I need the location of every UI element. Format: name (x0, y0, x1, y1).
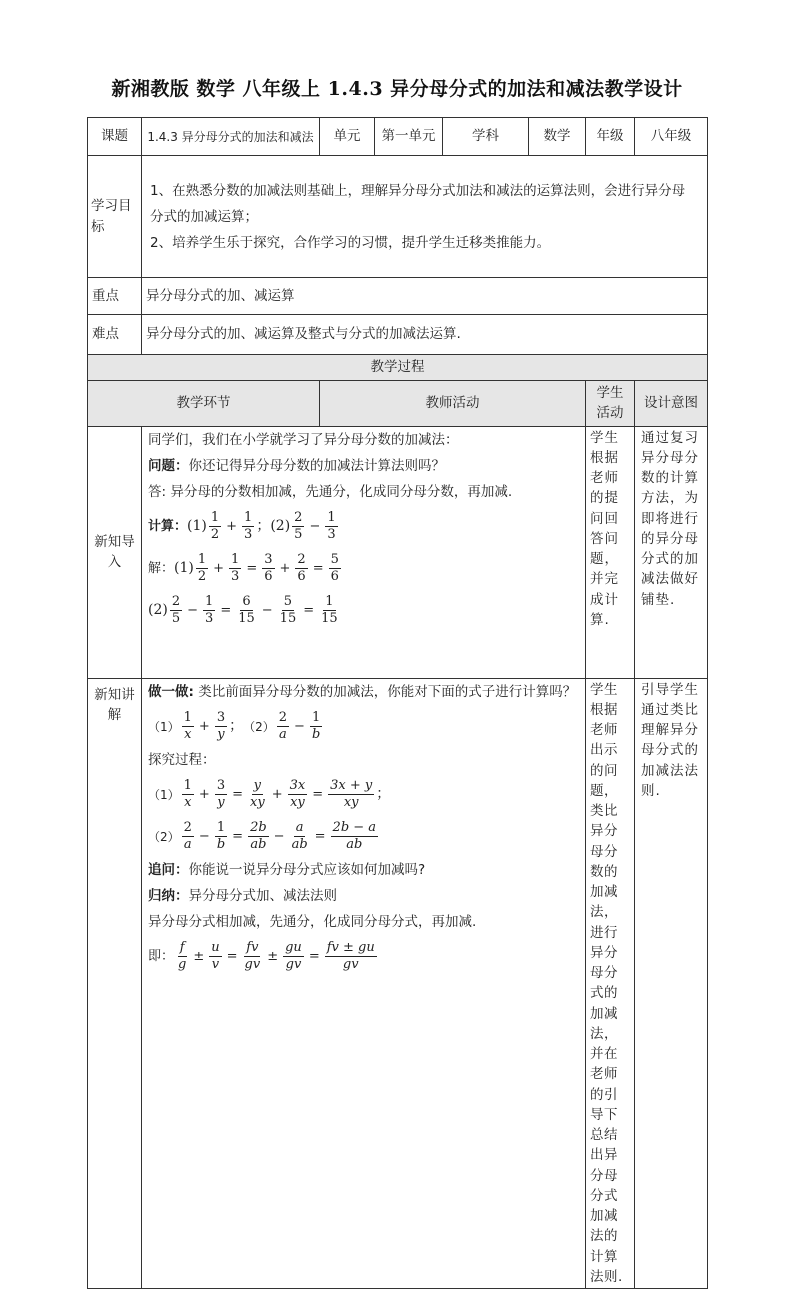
fraction (310, 710, 322, 743)
col-teacher: 教师活动 (320, 381, 586, 427)
grade-value: 八年级 (635, 118, 708, 156)
fraction (203, 594, 215, 627)
key-point-row (88, 278, 708, 315)
unit-label: 单元 (320, 118, 375, 156)
lesson-plan-table (87, 117, 708, 1289)
solution-2 (148, 590, 579, 632)
fraction (288, 778, 308, 811)
subject-label: 学科 (443, 118, 529, 156)
numerator: 1 (210, 510, 220, 525)
fraction (277, 710, 289, 743)
minus-sign: − (294, 718, 305, 734)
minus-sign: − (273, 828, 285, 844)
fraction (328, 778, 374, 811)
denominator: gv (244, 957, 261, 972)
fraction (248, 820, 269, 853)
explore-step-1 (148, 774, 579, 816)
process-title: 教学过程 (88, 355, 708, 381)
col-design: 设计意图 (635, 381, 708, 427)
student-activity-intro: 学生根据老师的提问回答问题，并完成计算. (586, 426, 635, 678)
process-header-row (88, 381, 708, 427)
numerator: u (211, 940, 220, 955)
follow-up-text: 你能说一说异分母分式应该如何加减吗? (188, 861, 426, 878)
header-row (88, 118, 708, 156)
part-1-marker: （1） (148, 719, 180, 734)
denominator: g (178, 957, 187, 972)
numerator: fv (246, 940, 259, 955)
goals-content (142, 156, 708, 278)
denominator: y (217, 727, 225, 742)
teacher-activity-explain (142, 678, 586, 1289)
goal-1: 1、在熟悉分数的加减法则基础上，理解异分母分式加法和减法的运算法则，会进行异分母分式的加减运算； (150, 182, 686, 225)
minus-sign: − (198, 828, 210, 844)
numerator: 2b − a (332, 820, 377, 835)
denominator: 15 (238, 611, 255, 626)
fraction (295, 552, 307, 585)
fraction (170, 594, 182, 627)
denominator: b (216, 837, 226, 852)
solution-1 (148, 548, 579, 590)
denominator: gv (342, 957, 359, 972)
numerator: 2b (250, 820, 267, 835)
denominator: 3 (231, 569, 240, 584)
denominator: v (211, 957, 220, 972)
col-student: 学生活动 (586, 381, 635, 427)
fraction (182, 820, 194, 853)
stage-intro: 新知导入 (88, 426, 142, 678)
numerator: a (295, 820, 304, 835)
fraction (176, 940, 188, 973)
explore-label: 探究过程： (148, 751, 216, 768)
goals-label: 学习目标 (88, 156, 142, 278)
denominator: xy (290, 795, 305, 810)
equals-sign: = (312, 786, 324, 802)
denominator: 15 (321, 611, 338, 626)
separator: ； (256, 518, 271, 534)
solution-label: 解： (148, 560, 175, 576)
question (148, 454, 579, 478)
denominator: 3 (205, 611, 214, 626)
numerator: 1 (183, 778, 192, 793)
numerator: 1 (205, 594, 214, 609)
try-label: 做一做: (148, 683, 194, 700)
denominator: 15 (279, 611, 297, 626)
key-point-label: 重点 (88, 278, 142, 315)
numerator: 1 (244, 510, 253, 525)
plus-sign: + (279, 560, 291, 576)
denominator: 2 (210, 527, 220, 542)
document-title: 新湘教版 数学 八年级上 1.4.3 异分母分式的加法和减法教学设计 (111, 78, 683, 100)
fraction (319, 594, 340, 627)
part-1-marker: (1) (174, 560, 194, 576)
fraction (325, 940, 377, 973)
numerator: 1 (197, 552, 207, 567)
summary (148, 884, 579, 908)
denominator: 3 (244, 527, 253, 542)
col-stage: 教学环节 (88, 381, 320, 427)
equals-sign: = (226, 948, 238, 964)
part-1-marker: （1） (148, 787, 180, 802)
fraction (182, 710, 194, 743)
numerator: 3x + y (330, 778, 373, 793)
numerator: 5 (330, 552, 339, 567)
calc-label: 计算： (148, 518, 188, 534)
denominator: ab (291, 837, 308, 852)
numerator: 1 (216, 820, 226, 835)
try-text: 类比前面异分母分数的加减法，你能对下面的式子进行计算吗？ (198, 683, 577, 700)
denominator: b (311, 727, 321, 742)
question-text: 你还记得异分母分数的加减法计算法则吗？ (188, 457, 445, 474)
key-point-value: 异分母分式的加、减运算 (142, 278, 708, 315)
numerator: 2 (297, 552, 306, 567)
numerator: 1 (325, 594, 334, 609)
fraction (215, 778, 227, 811)
course-value: 1.4.3 异分母分式的加法和减法 (142, 118, 320, 156)
design-intent-intro: 通过复习异分母分数的计算方法，为即将进行的异分母分式的加减法做好铺垫. (635, 426, 708, 678)
plus-sign: + (198, 786, 210, 802)
part-1-marker: (1) (187, 518, 207, 534)
follow-up-label: 追问： (148, 861, 189, 878)
numerator: f (179, 940, 185, 955)
numerator: 1 (327, 510, 336, 525)
course-label: 课题 (88, 118, 142, 156)
follow-up-question (148, 858, 579, 882)
fraction (242, 510, 254, 543)
denominator: x (184, 727, 192, 742)
try-it (148, 680, 579, 704)
plus-minus-sign: ± (193, 948, 205, 964)
numerator: 3 (216, 710, 226, 725)
equals-sign: = (312, 560, 324, 576)
separator: ； (376, 786, 391, 802)
equals-sign: = (246, 560, 258, 576)
fraction (229, 552, 241, 585)
fraction (290, 820, 310, 853)
fraction (283, 940, 304, 973)
numerator: 3 (216, 778, 226, 793)
plus-sign: + (271, 786, 283, 802)
summary-text: 异分母分式加、减法法则 (188, 887, 337, 904)
goal-2: 2、培养学生乐于探究，合作学习的习惯，提升学生迁移类推能力。 (150, 234, 551, 251)
denominator: ab (346, 837, 363, 852)
answer: 答: 异分母的分数相加减，先通分，化成同分母分数，再加减. (148, 483, 513, 500)
denominator: 5 (294, 527, 303, 542)
grade-label: 年级 (586, 118, 635, 156)
fraction (278, 594, 299, 627)
minus-sign: − (187, 602, 199, 618)
formula-label: 即： (148, 948, 175, 964)
difficulty-label: 难点 (88, 315, 142, 355)
rule-text: 异分母分式相加减，先通分，化成同分母分式，再加减. (148, 913, 477, 930)
denominator: x (184, 795, 192, 810)
minus-sign: − (309, 518, 321, 534)
denominator: 6 (264, 569, 273, 584)
unit-value: 第一单元 (375, 118, 443, 156)
numerator: 6 (242, 594, 251, 609)
fraction (215, 710, 227, 743)
fraction (196, 552, 208, 585)
denominator: 2 (197, 569, 207, 584)
equals-sign: = (232, 786, 244, 802)
fraction (292, 510, 304, 543)
explore-step-2 (148, 816, 579, 858)
part-2-marker: （2） (148, 829, 180, 844)
denominator: 6 (297, 569, 306, 584)
subject-value: 数学 (529, 118, 586, 156)
equals-sign: = (308, 948, 320, 964)
fraction (329, 552, 341, 585)
design-intent-explain: 引导学生通过类比理解异分母分式的加减法法则. (635, 678, 708, 1289)
denominator: a (279, 727, 287, 742)
equals-sign: = (303, 602, 315, 618)
numerator: 3x (289, 778, 306, 793)
stage-explain: 新知讲解 (88, 678, 142, 1289)
denominator: y (217, 795, 225, 810)
equals-sign: = (314, 828, 326, 844)
denominator: gv (285, 957, 302, 972)
numerator: 2 (278, 710, 288, 725)
numerator: 3 (264, 552, 273, 567)
section-intro-row (88, 426, 708, 678)
numerator: 2 (171, 594, 181, 609)
fraction (262, 552, 274, 585)
exercise-expression (148, 706, 579, 748)
fraction (331, 820, 379, 853)
numerator: 5 (283, 594, 293, 609)
denominator: 6 (330, 569, 339, 584)
denominator: a (183, 837, 192, 852)
rule-formula (148, 936, 579, 978)
fraction (209, 940, 221, 973)
denominator: 3 (327, 527, 336, 542)
part-2-marker: (2) (148, 602, 168, 618)
goals-row (88, 156, 708, 278)
plus-sign: + (198, 718, 210, 734)
summary-label: 归纳： (148, 887, 189, 904)
denominator: ab (250, 837, 267, 852)
denominator: xy (343, 795, 359, 810)
process-title-row (88, 355, 708, 381)
equals-sign: = (220, 602, 232, 618)
fraction (236, 594, 257, 627)
numerator: y (253, 778, 262, 793)
intro-text: 同学们，我们在小学就学习了异分母分数的加减法： (148, 431, 459, 448)
plus-sign: + (213, 560, 225, 576)
teacher-activity-intro (142, 426, 586, 678)
numerator: 1 (311, 710, 321, 725)
student-activity-explain: 学生根据老师出示的问题，类比异分母分数的加减法，进行异分母分式的加减法，并在老师的引导下总结出异分母分式加减法的计算法则. (586, 678, 635, 1289)
numerator: 1 (183, 710, 192, 725)
minus-sign: − (261, 602, 273, 618)
numerator: 2 (294, 510, 303, 525)
difficulty-value: 异分母分式的加、减运算及整式与分式的加减法运算. (142, 315, 708, 355)
part-2-marker: （2） (243, 719, 275, 734)
fraction (182, 778, 194, 811)
question-label: 问题： (148, 457, 189, 474)
plus-minus-sign: ± (267, 948, 279, 964)
fraction (215, 820, 227, 853)
fraction (243, 940, 263, 973)
numerator: fv ± gu (326, 940, 375, 955)
numerator: 2 (183, 820, 192, 835)
calc-expression (148, 506, 579, 548)
separator: ； (229, 718, 244, 734)
fraction (248, 778, 267, 811)
denominator: xy (250, 795, 265, 810)
section-explain-row (88, 678, 708, 1289)
plus-sign: + (226, 518, 238, 534)
part-2-marker: (2) (270, 518, 291, 534)
difficulty-row (88, 315, 708, 355)
numerator: 1 (231, 552, 240, 567)
fraction (209, 510, 221, 543)
fraction (325, 510, 337, 543)
numerator: gu (285, 940, 302, 955)
denominator: 5 (171, 611, 181, 626)
equals-sign: = (232, 828, 244, 844)
